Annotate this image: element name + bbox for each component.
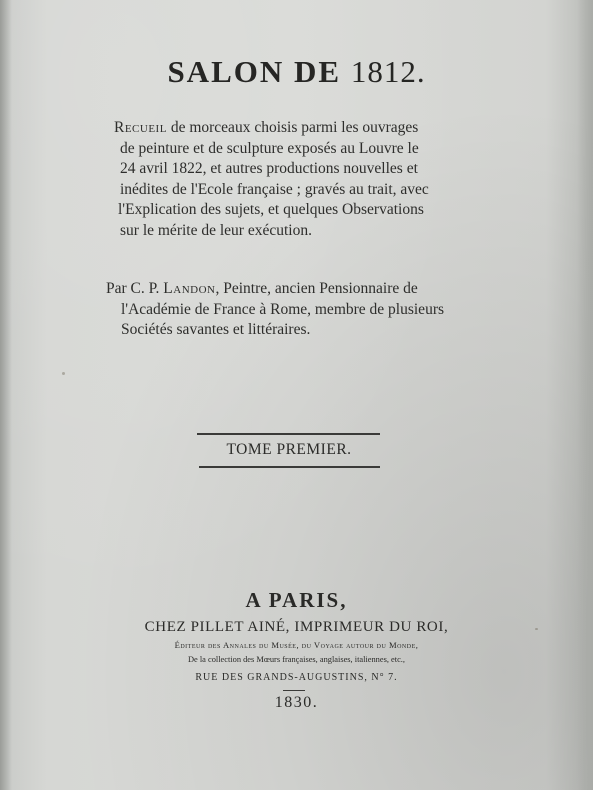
tome-rule-bottom — [199, 466, 380, 468]
foxing-spot — [535, 628, 538, 630]
author-line-3: Sociétés savantes et littéraires. — [121, 321, 311, 338]
tome-rule-top — [197, 433, 380, 435]
summary-line-2: de peinture et de sculpture exposés au Louvre le — [120, 139, 419, 157]
imprint-printer: CHEZ PILLET AINÉ, IMPRIMEUR DU ROI, — [144, 619, 449, 635]
tome-label: TOME PREMIER. — [226, 441, 352, 458]
author-line-1-text: , Peintre, ancien Pensionnaire de — [215, 280, 418, 297]
summary-line-1 — [114, 118, 429, 139]
book-title — [0, 54, 593, 90]
book-title-year: 1812. — [350, 54, 426, 89]
publication-date: 1830. — [274, 694, 319, 711]
author-line-1 — [106, 279, 444, 300]
author-prefix: Par C. P. — [106, 280, 164, 297]
imprint-small-rule — [283, 690, 305, 691]
summary-line-4: inédites de l'Ecole française ; gravés au trait, avec — [120, 180, 429, 198]
summary-line-6: sur le mérite de leur exécution. — [120, 221, 312, 239]
summary-paragraph — [114, 118, 429, 241]
author-paragraph — [106, 279, 444, 341]
author-name: Landon — [163, 280, 216, 297]
foxing-spot — [62, 372, 65, 375]
book-title-main: SALON DE — [167, 54, 351, 89]
summary-line-5: l'Explication des sujets, et quelques Observations — [118, 201, 424, 218]
summary-line-3: 24 avril 1822, et autres productions nouvelles et — [120, 160, 418, 177]
imprint-editor: Éditeur des Annales du Musée, du Voyage autour du Monde, — [174, 640, 419, 650]
imprint-collection: De la collection des Mœurs françaises, anglaises, italiennes, etc., — [188, 655, 405, 664]
imprint-street: RUE DES GRANDS-AUGUSTINS, N° 7. — [195, 672, 398, 683]
imprint-city: A PARIS, — [245, 588, 348, 612]
summary-lead-word: Recueil — [114, 119, 167, 136]
author-line-2: l'Académie de France à Rome, membre de plusieurs — [121, 300, 445, 318]
summary-line-1-text: de morceaux choisis parmi les ouvrages — [166, 119, 419, 136]
